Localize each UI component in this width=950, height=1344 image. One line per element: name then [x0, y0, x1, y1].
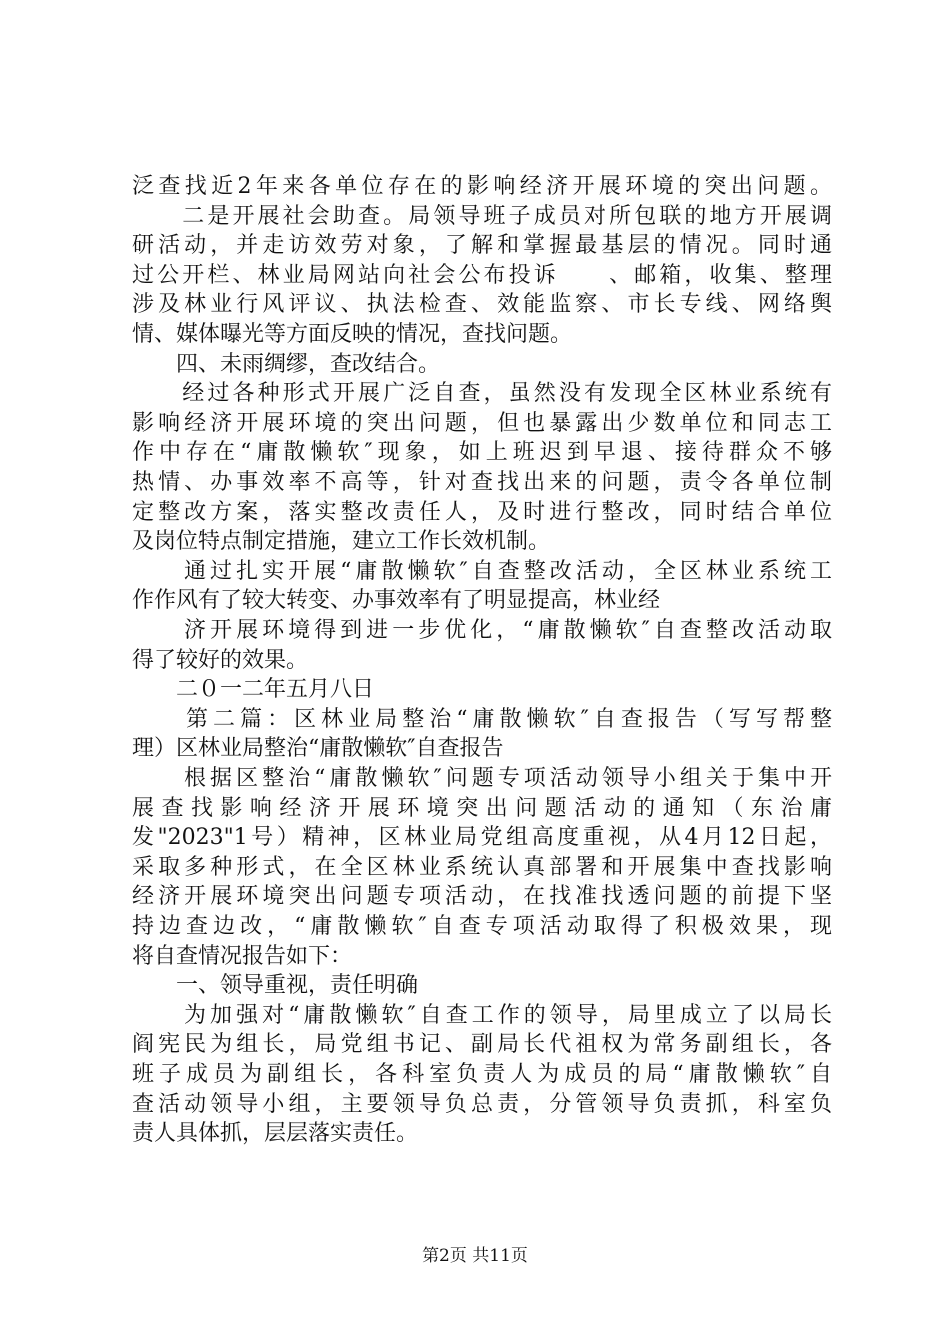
text-line: 展查找影响经济开展环境突出问题活动的通知（东治庸 — [132, 796, 832, 821]
chapter-title: 理）区林业局整治“庸散懒软″自查报告 — [132, 736, 504, 761]
date-line: 二０一二年五月八日 — [132, 677, 375, 702]
text-line: 过公开栏、林业局网站向社会公布投诉 、邮箱，收集、整理 — [132, 263, 832, 288]
text-line: 采取多种形式，在全区林业系统认真部署和开展集中查找影响 — [132, 855, 832, 880]
text-line: 为加强对“庸散懒软″自查工作的领导，局里成立了以局长 — [132, 1003, 832, 1028]
text-line: 涉及林业行风评议、执法检查、效能监察、市长专线、网络舆 — [132, 292, 832, 317]
text-line: 持边查边改，“庸散懒软″自查专项活动取得了积极效果，现 — [132, 914, 832, 939]
text-line: 查活动领导小组，主要领导负总责，分管领导负责抓，科室负 — [132, 1092, 832, 1117]
text-line: 经过各种形式开展广泛自查，虽然没有发现全区林业系统有 — [132, 381, 832, 406]
text-line: 及岗位特点制定措施，建立工作长效机制。 — [132, 529, 551, 554]
text-line: 定整改方案，落实整改责任人，及时进行整改，同时结合单位 — [132, 500, 832, 525]
section-heading: 一、领导重视，责任明确 — [132, 973, 419, 998]
text-line: 济开展环境得到进一步优化，“庸散懒软″自查整改活动取 — [132, 618, 832, 643]
page-number-footer: 第2页 共11页 — [422, 1246, 528, 1266]
text-line: 影响经济开展环境的突出问题，但也暴露出少数单位和同志工 — [132, 411, 832, 436]
text-line: 二是开展社会助查。局领导班子成员对所包联的地方开展调 — [132, 204, 832, 229]
text-line: 将自查情况报告如下： — [132, 944, 353, 969]
text-line: 热情、办事效率不高等，针对查找出来的问题，责令各单位制 — [132, 470, 832, 495]
text-line: 发"2023"1号）精神，区林业局党组高度重视，从4月12日起， — [132, 825, 832, 850]
text-line: 作作风有了较大转变、办事效率有了明显提高，林业经 — [132, 588, 661, 613]
text-line: 经济开展环境突出问题专项活动，在找准找透问题的前提下坚 — [132, 884, 832, 909]
section-heading: 四、未雨绸缪，查改结合。 — [132, 352, 441, 377]
text-line: 情、媒体曝光等方面反映的情况，查找问题。 — [132, 322, 573, 347]
text-line: 通过扎实开展“庸散懒软″自查整改活动，全区林业系统工 — [132, 559, 832, 584]
text-line: 班子成员为副组长，各科室负责人为成员的局“庸散懒软″自 — [132, 1062, 832, 1087]
text-line: 根据区整治“庸散懒软″问题专项活动领导小组关于集中开 — [132, 766, 832, 791]
text-line: 研活动，并走访效劳对象，了解和掌握最基层的情况。同时通 — [132, 233, 832, 258]
text-line: 责人具体抓，层层落实责任。 — [132, 1121, 419, 1146]
text-line: 阎宪民为组长，局党组书记、副局长代祖权为常务副组长，各 — [132, 1032, 832, 1057]
text-line: 得了较好的效果。 — [132, 648, 309, 673]
text-line: 作中存在“庸散懒软″现象，如上班迟到早退、接待群众不够 — [132, 440, 832, 465]
text-line: 泛查找近2年来各单位存在的影响经济开展环境的突出问题。 — [132, 174, 832, 199]
chapter-title: 第二篇：区林业局整治“庸散懒软″自查报告（写写帮整 — [132, 707, 832, 732]
